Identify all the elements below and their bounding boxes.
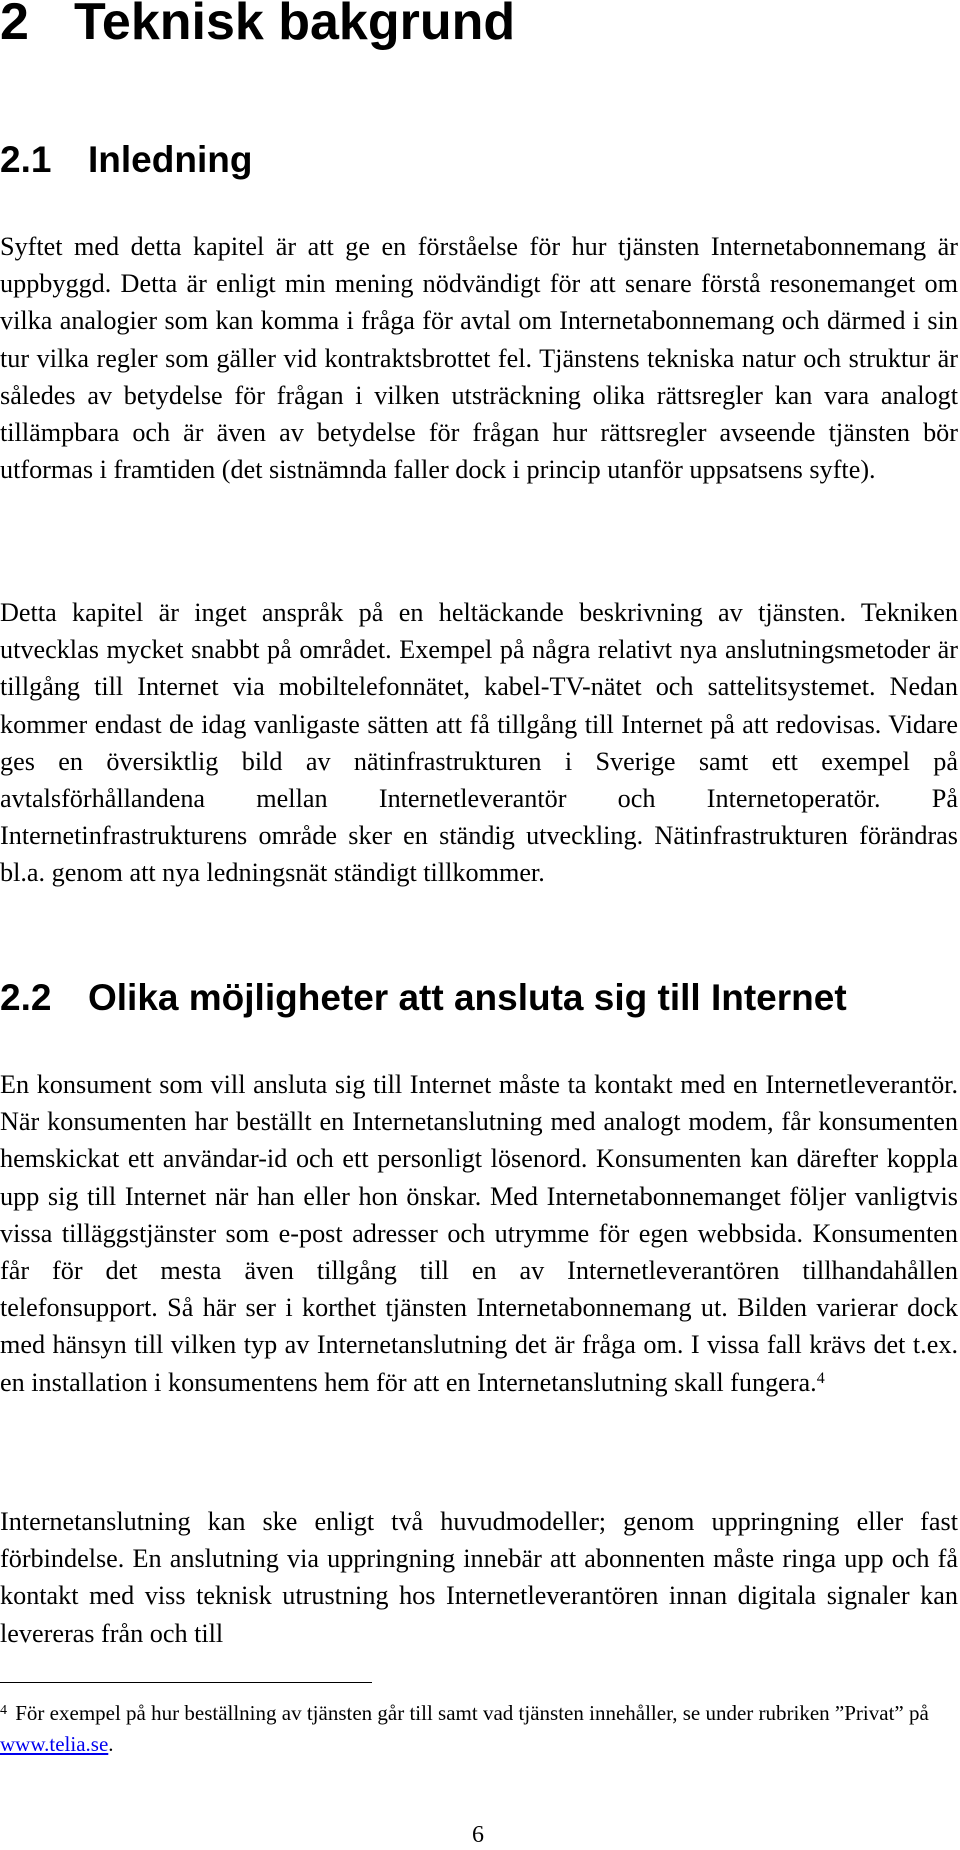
body-paragraph (0, 1066, 958, 1401)
footnote-divider (0, 1682, 372, 1683)
footnote-text: För exempel på hur beställning av tjänsten går till samt vad tjänsten innehåller, se under rubriken ”Privat” på (15, 1701, 929, 1725)
paragraph-text: En konsument som vill ansluta sig till Internet måste ta kontakt med en Internetleverantör. När konsumenten har beställt en Internetanslutning med analogt modem, får konsumenten hemskickat ett användar-id och ett personligt lösenord. Konsumenten kan därefter koppla upp sig till Internet när han eller hon önskar. Med Internetabonnemanget följer vanligtvis vissa tilläggstjänster som e-post adresser och utrymme för egen webbsida. Konsumenten får för det mesta även tillgång till en av Internetleverantören tillhandahållen telefonsupport. Så här ser i korthet tjänsten Internetabonnemang ut. Bilden varierar dock med hänsyn till vilken typ av Internetanslutning det är fråga om. I vissa fall krävs det t.ex. en installation i konsumentens hem för att en Internetanslutning skall fungera. (0, 1070, 958, 1397)
page-number: 6 (472, 1822, 484, 1848)
footnote-number: 4 (0, 1703, 7, 1718)
section-number: 2.2 (0, 977, 52, 1018)
section-number: 2.1 (0, 139, 52, 180)
footnote-reference[interactable]: 4 (816, 1369, 825, 1387)
body-paragraph: Detta kapitel är inget anspråk på en heltäckande beskrivning av tjänsten. Tekniken utvecklas mycket snabbt på området. Exempel på några relativt nya anslutningsmetoder är tillgång till Internet via mobiltelefonnätet, kabel-TV-nätet och sattelitsystemet. Nedan kommer endast de idag vanligaste sätten att få tillgång till Internet på att redovisas. Vidare ges en översiktlig bild av nätinfrastrukturen i Sverige samt ett exempel på avtalsförhållandena mellan Internetleverantör och Internetoperatör. På Internetinfrastrukturens område sker en ständig utveckling. Nätinfrastrukturen förändras bl.a. genom att nya ledningsnät ständigt tillkommer. (0, 598, 958, 888)
body-paragraph: Syftet med detta kapitel är att ge en förståelse för hur tjänsten Internetabonnemang är uppbyggd. Detta är enligt min mening nödvändigt för att senare förstå resonemanget om vilka analogier som kan komma i fråga för avtal om Internetabonnemang och därmed i sin tur vilka regler som gäller vid kontraktsbrottet fel. Tjänstens tekniska natur och struktur är således av betydelse för frågan i vilken utsträckning olika rättsregler kan vara analogt tillämpbara och är även av betydelse för frågan hur rättsregler avseende tjänsten bör utformas i framtiden (det sistnämnda faller dock i princip utanför uppsatsens syfte). (0, 232, 958, 485)
chapter-number: 2 (0, 0, 29, 51)
chapter-title: Teknisk bakgrund (74, 0, 516, 51)
section-title: Inledning (88, 139, 253, 180)
chapter-heading (0, 0, 515, 52)
section-heading-inledning (0, 138, 252, 182)
section-title: Olika möjligheter att ansluta sig till Internet (88, 977, 847, 1018)
footnote-link[interactable]: www.telia.se (0, 1732, 109, 1756)
footnote (0, 1698, 958, 1760)
body-paragraph: Internetanslutning kan ske enligt två huvudmodeller; genom uppringning eller fast förbindelse. En anslutning via uppringning innebär att abonnenten måste ringa upp och få kontakt med viss teknisk utrustning hos Internetleverantören innan digitala signaler kan levereras från och till (0, 1507, 958, 1648)
footnote-trailing: . (108, 1732, 114, 1756)
section-heading-anslutning (0, 976, 847, 1020)
